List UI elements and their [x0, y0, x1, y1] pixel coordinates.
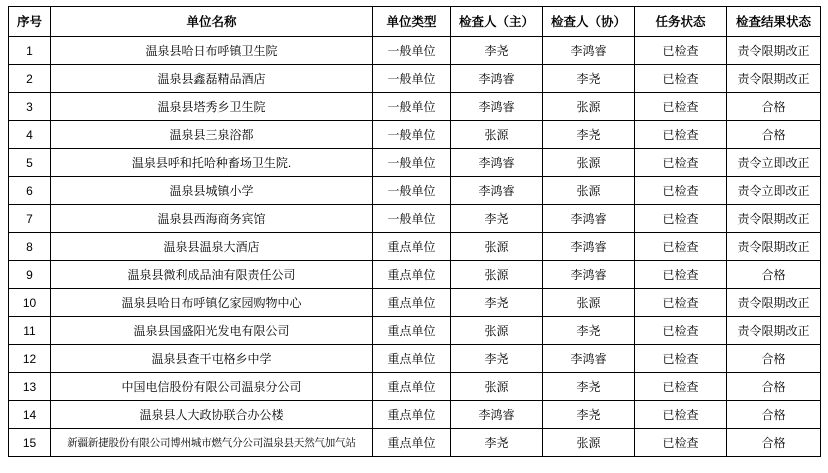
row-index: 3 — [9, 93, 51, 121]
row-result-status: 责令限期改正 — [727, 205, 821, 233]
row-unit-type: 重点单位 — [373, 317, 451, 345]
row-result-status: 责令限期改正 — [727, 65, 821, 93]
row-unit-type: 一般单位 — [373, 177, 451, 205]
table-row — [9, 149, 821, 177]
inspection-table — [8, 6, 821, 457]
row-index: 8 — [9, 233, 51, 261]
row-index: 2 — [9, 65, 51, 93]
row-inspector-main: 李鸿睿 — [451, 401, 543, 429]
row-unit-type: 重点单位 — [373, 233, 451, 261]
row-unit-name: 温泉县国盛阳光发电有限公司 — [51, 317, 373, 345]
row-unit-name: 温泉县三泉浴都 — [51, 121, 373, 149]
row-inspector-main: 张源 — [451, 121, 543, 149]
row-inspector-assist: 张源 — [543, 429, 635, 457]
row-result-status: 合格 — [727, 121, 821, 149]
row-index: 9 — [9, 261, 51, 289]
row-inspector-main: 李鸿睿 — [451, 177, 543, 205]
row-result-status: 责令限期改正 — [727, 37, 821, 65]
column-header-inspector-assist: 检查人（协） — [543, 7, 635, 37]
row-index: 15 — [9, 429, 51, 457]
row-inspector-assist: 李尧 — [543, 317, 635, 345]
row-unit-type: 一般单位 — [373, 149, 451, 177]
row-task-status: 已检查 — [635, 65, 727, 93]
row-unit-name: 温泉县西海商务宾馆 — [51, 205, 373, 233]
table-row — [9, 121, 821, 149]
row-unit-type: 一般单位 — [373, 37, 451, 65]
row-inspector-main: 李尧 — [451, 289, 543, 317]
row-inspector-assist: 李尧 — [543, 121, 635, 149]
table-row — [9, 261, 821, 289]
row-result-status: 责令限期改正 — [727, 317, 821, 345]
row-result-status: 合格 — [727, 261, 821, 289]
row-unit-type: 重点单位 — [373, 345, 451, 373]
row-task-status: 已检查 — [635, 233, 727, 261]
table-row — [9, 429, 821, 457]
row-task-status: 已检查 — [635, 205, 727, 233]
row-inspector-main: 张源 — [451, 317, 543, 345]
row-index: 1 — [9, 37, 51, 65]
table-row — [9, 177, 821, 205]
row-inspector-assist: 张源 — [543, 289, 635, 317]
table-row — [9, 233, 821, 261]
row-task-status: 已检查 — [635, 93, 727, 121]
row-index: 10 — [9, 289, 51, 317]
row-result-status: 合格 — [727, 93, 821, 121]
row-task-status: 已检查 — [635, 429, 727, 457]
row-inspector-main: 张源 — [451, 233, 543, 261]
row-inspector-assist: 张源 — [543, 177, 635, 205]
table-row — [9, 205, 821, 233]
table-body — [9, 37, 821, 457]
row-task-status: 已检查 — [635, 121, 727, 149]
column-header-index: 序号 — [9, 7, 51, 37]
column-header-task-status: 任务状态 — [635, 7, 727, 37]
row-result-status: 合格 — [727, 429, 821, 457]
row-unit-type: 重点单位 — [373, 289, 451, 317]
row-inspector-main: 张源 — [451, 373, 543, 401]
row-result-status: 责令限期改正 — [727, 289, 821, 317]
row-task-status: 已检查 — [635, 37, 727, 65]
row-unit-name: 新疆新捷股份有限公司博州城市燃气分公司温泉县天然气加气站 — [51, 429, 373, 457]
row-index: 12 — [9, 345, 51, 373]
table-row — [9, 37, 821, 65]
row-inspector-main: 李鸿睿 — [451, 65, 543, 93]
row-inspector-main: 李鸿睿 — [451, 149, 543, 177]
table-row — [9, 65, 821, 93]
table-header-row — [9, 7, 821, 37]
row-unit-name: 温泉县塔秀乡卫生院 — [51, 93, 373, 121]
row-unit-name: 温泉县哈日布呼镇卫生院 — [51, 37, 373, 65]
row-unit-type: 一般单位 — [373, 93, 451, 121]
row-result-status: 责令立即改正 — [727, 149, 821, 177]
row-index: 11 — [9, 317, 51, 345]
row-task-status: 已检查 — [635, 373, 727, 401]
row-task-status: 已检查 — [635, 289, 727, 317]
row-inspector-main: 李尧 — [451, 205, 543, 233]
row-task-status: 已检查 — [635, 261, 727, 289]
row-unit-type: 一般单位 — [373, 65, 451, 93]
table-row — [9, 317, 821, 345]
row-task-status: 已检查 — [635, 177, 727, 205]
row-unit-name: 温泉县哈日布呼镇亿家园购物中心 — [51, 289, 373, 317]
row-inspector-main: 李尧 — [451, 345, 543, 373]
row-task-status: 已检查 — [635, 149, 727, 177]
row-inspector-assist: 张源 — [543, 149, 635, 177]
row-unit-type: 重点单位 — [373, 261, 451, 289]
row-task-status: 已检查 — [635, 401, 727, 429]
row-index: 4 — [9, 121, 51, 149]
column-header-result-status: 检查结果状态 — [727, 7, 821, 37]
table-row — [9, 401, 821, 429]
row-index: 5 — [9, 149, 51, 177]
row-inspector-assist: 李鸿睿 — [543, 37, 635, 65]
row-inspector-assist: 李鸿睿 — [543, 345, 635, 373]
column-header-unit-name: 单位名称 — [51, 7, 373, 37]
row-inspector-assist: 李鸿睿 — [543, 205, 635, 233]
row-inspector-assist: 李鸿睿 — [543, 261, 635, 289]
row-unit-type: 一般单位 — [373, 121, 451, 149]
row-unit-name: 中国电信股份有限公司温泉分公司 — [51, 373, 373, 401]
row-task-status: 已检查 — [635, 345, 727, 373]
row-unit-name: 温泉县鑫磊精品酒店 — [51, 65, 373, 93]
row-task-status: 已检查 — [635, 317, 727, 345]
row-unit-type: 重点单位 — [373, 429, 451, 457]
row-inspector-assist: 张源 — [543, 93, 635, 121]
row-result-status: 合格 — [727, 401, 821, 429]
table-row — [9, 93, 821, 121]
row-inspector-main: 张源 — [451, 261, 543, 289]
row-index: 13 — [9, 373, 51, 401]
row-result-status: 责令限期改正 — [727, 233, 821, 261]
column-header-unit-type: 单位类型 — [373, 7, 451, 37]
row-unit-name: 温泉县城镇小学 — [51, 177, 373, 205]
row-inspector-main: 李尧 — [451, 429, 543, 457]
row-index: 6 — [9, 177, 51, 205]
row-index: 7 — [9, 205, 51, 233]
row-inspector-assist: 李尧 — [543, 65, 635, 93]
row-result-status: 责令立即改正 — [727, 177, 821, 205]
table-row — [9, 289, 821, 317]
row-inspector-main: 李鸿睿 — [451, 93, 543, 121]
column-header-inspector-main: 检查人（主） — [451, 7, 543, 37]
row-inspector-assist: 李鸿睿 — [543, 233, 635, 261]
row-unit-name: 温泉县微利成品油有限责任公司 — [51, 261, 373, 289]
row-unit-type: 一般单位 — [373, 205, 451, 233]
row-result-status: 合格 — [727, 373, 821, 401]
row-unit-name: 温泉县查干屯格乡中学 — [51, 345, 373, 373]
table-header — [9, 7, 821, 37]
row-unit-name: 温泉县人大政协联合办公楼 — [51, 401, 373, 429]
row-inspector-main: 李尧 — [451, 37, 543, 65]
row-index: 14 — [9, 401, 51, 429]
table-row — [9, 345, 821, 373]
row-unit-type: 重点单位 — [373, 401, 451, 429]
row-unit-name: 温泉县呼和托哈种畜场卫生院. — [51, 149, 373, 177]
row-inspector-assist: 李尧 — [543, 373, 635, 401]
row-unit-name: 温泉县温泉大酒店 — [51, 233, 373, 261]
row-inspector-assist: 李尧 — [543, 401, 635, 429]
row-result-status: 合格 — [727, 345, 821, 373]
row-unit-type: 重点单位 — [373, 373, 451, 401]
table-row — [9, 373, 821, 401]
